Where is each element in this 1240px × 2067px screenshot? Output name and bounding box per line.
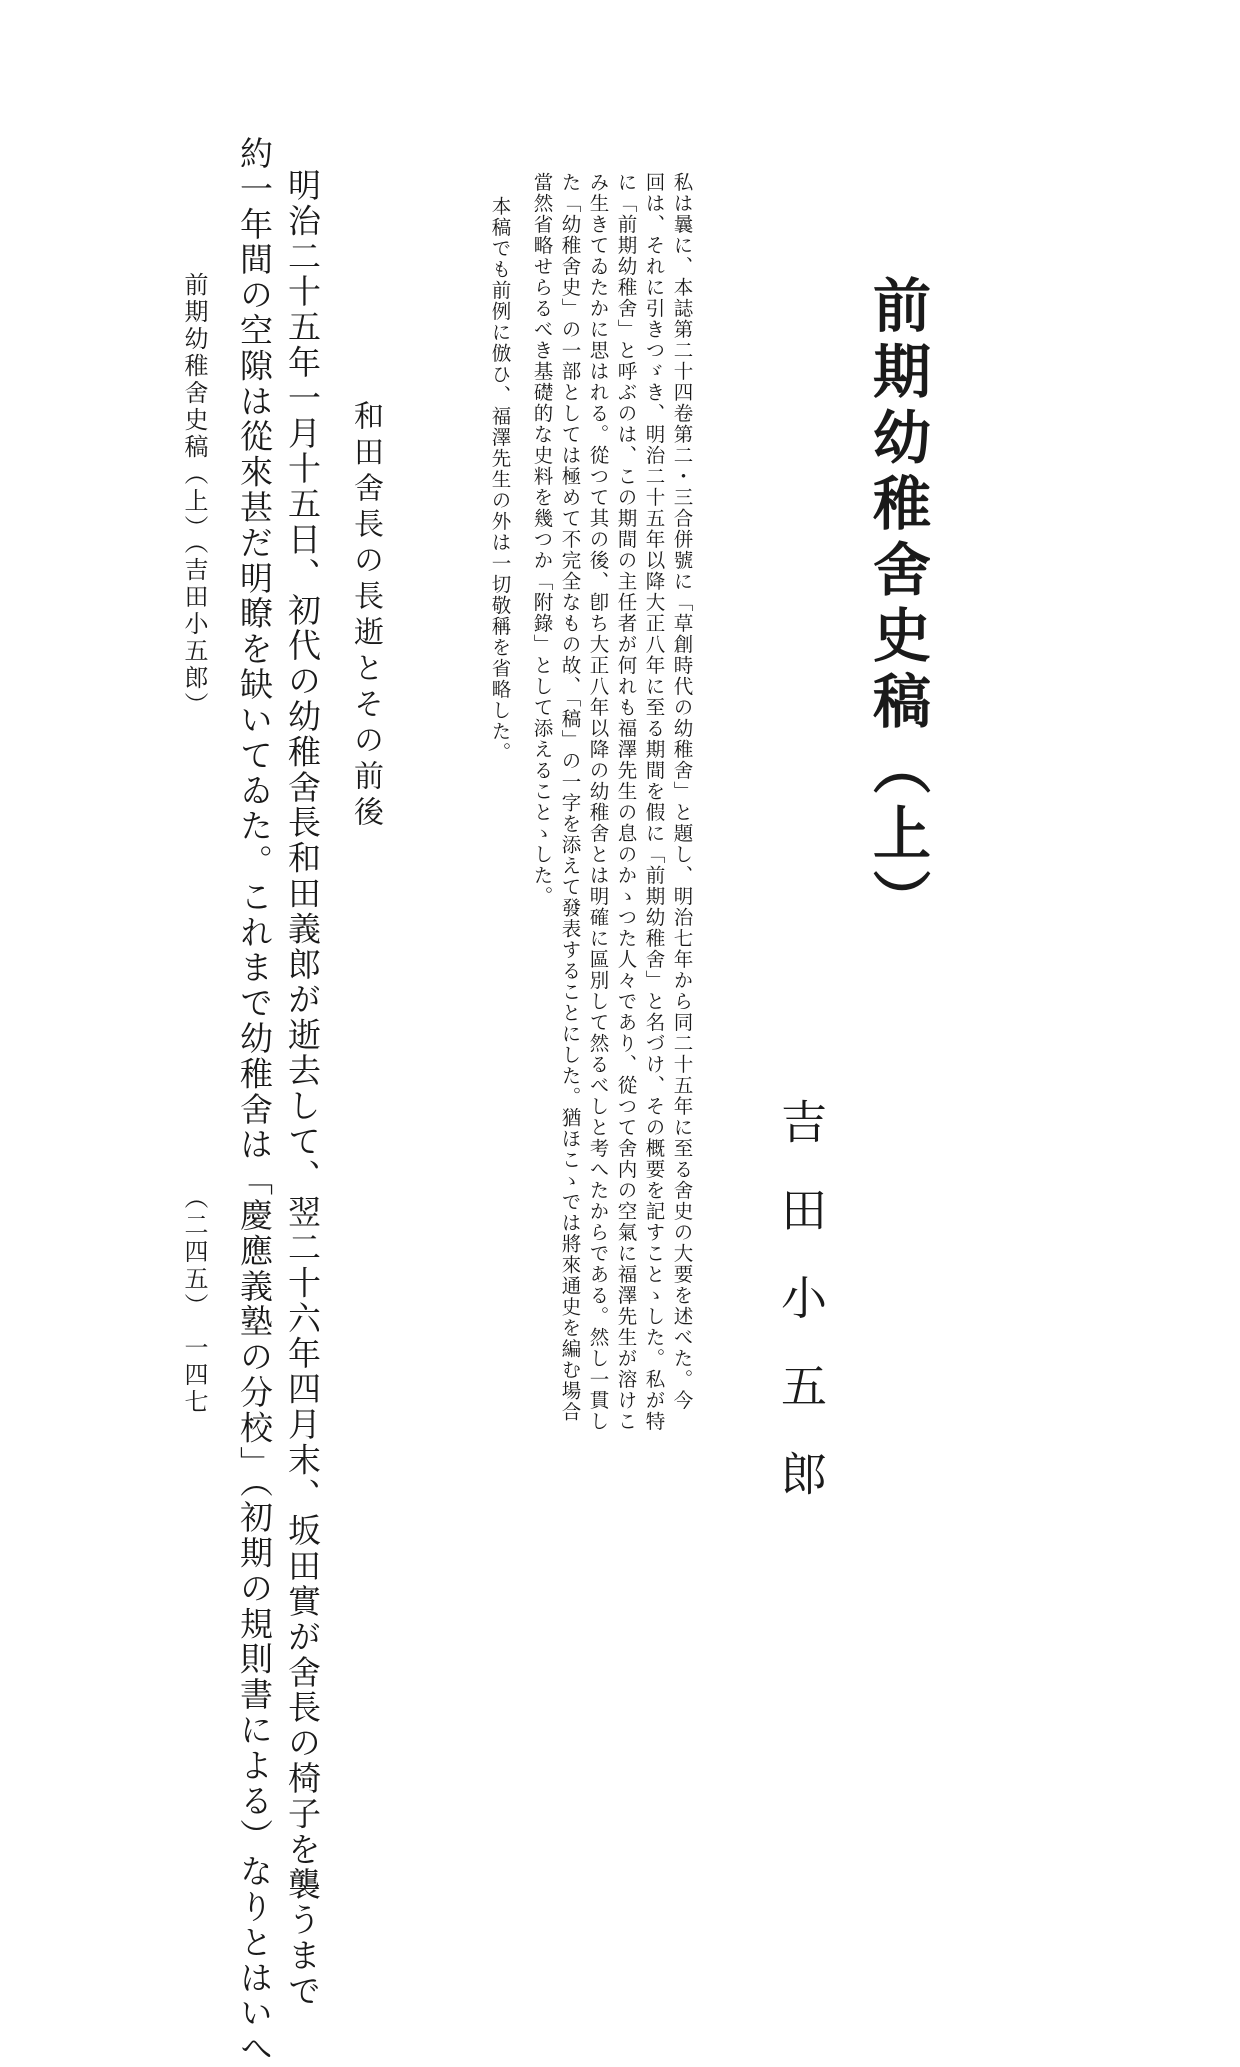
author-name: 吉田小五郎	[774, 1098, 828, 1538]
running-title: 前期幼稚舍史稿（上）（吉田小五郎）	[180, 272, 208, 719]
intro-line: 本稿でも前例に倣ひ、福澤先生の外は一切敬稱を省略した。	[488, 196, 512, 763]
intro-line: 回は、それに引きつゞき、明治二十五年以降大正八年に至る期間を假に「前期幼稚舍」と名づけ、その概要を記すことゝした。私が特	[642, 172, 666, 1432]
section-heading: 和田舍長の長逝とその前後	[348, 400, 383, 832]
body-text-line: 明治二十五年一月十五日、初代の幼稚舍長和田義郎が逝去して、翌二十六年四月末、坂田實が舍長の椅子を襲うまで	[283, 168, 322, 2009]
intro-line: み生きてゐたかに思はれる。從つて其の後、卽ち大正八年以降の幼稚舍とは明確に區別して然るべしと考へたからである。然し一貫し	[586, 172, 610, 1432]
intro-line: た「幼稚舍史」の一部としては極めて不完全なもの故、「稿」の一字を添えて發表することにした。猶ほこゝでは將來通史を編む場合	[558, 172, 582, 1423]
intro-line: に「前期幼稚舍」と呼ぶのは、この期間の主任者が何れも福澤先生の息のかゝつた人々であり、從つて舍内の空氣に福澤先生が溶けこ	[614, 172, 638, 1432]
intro-line: 私は曩に、本誌第二十四卷第二・三合併號に「草創時代の幼稚舍」と題し、明治七年から同二十五年に至る舍史の大要を述べた。今	[670, 172, 694, 1411]
intro-line: 當然省略せらるべき基礎的な史料を幾つか「附錄」として添えることゝした。	[530, 172, 554, 907]
page-numbers: （二四五） 一四七	[180, 1185, 208, 1416]
article-title: 前期幼稚舍史稿（上）	[863, 275, 931, 935]
body-text-line: 約一年間の空隙は從來甚だ明瞭を缺いてゐた。これまで幼稚舍は「慶應義塾の分校」（初期の規則書による）なりとはいへ	[235, 136, 274, 2067]
